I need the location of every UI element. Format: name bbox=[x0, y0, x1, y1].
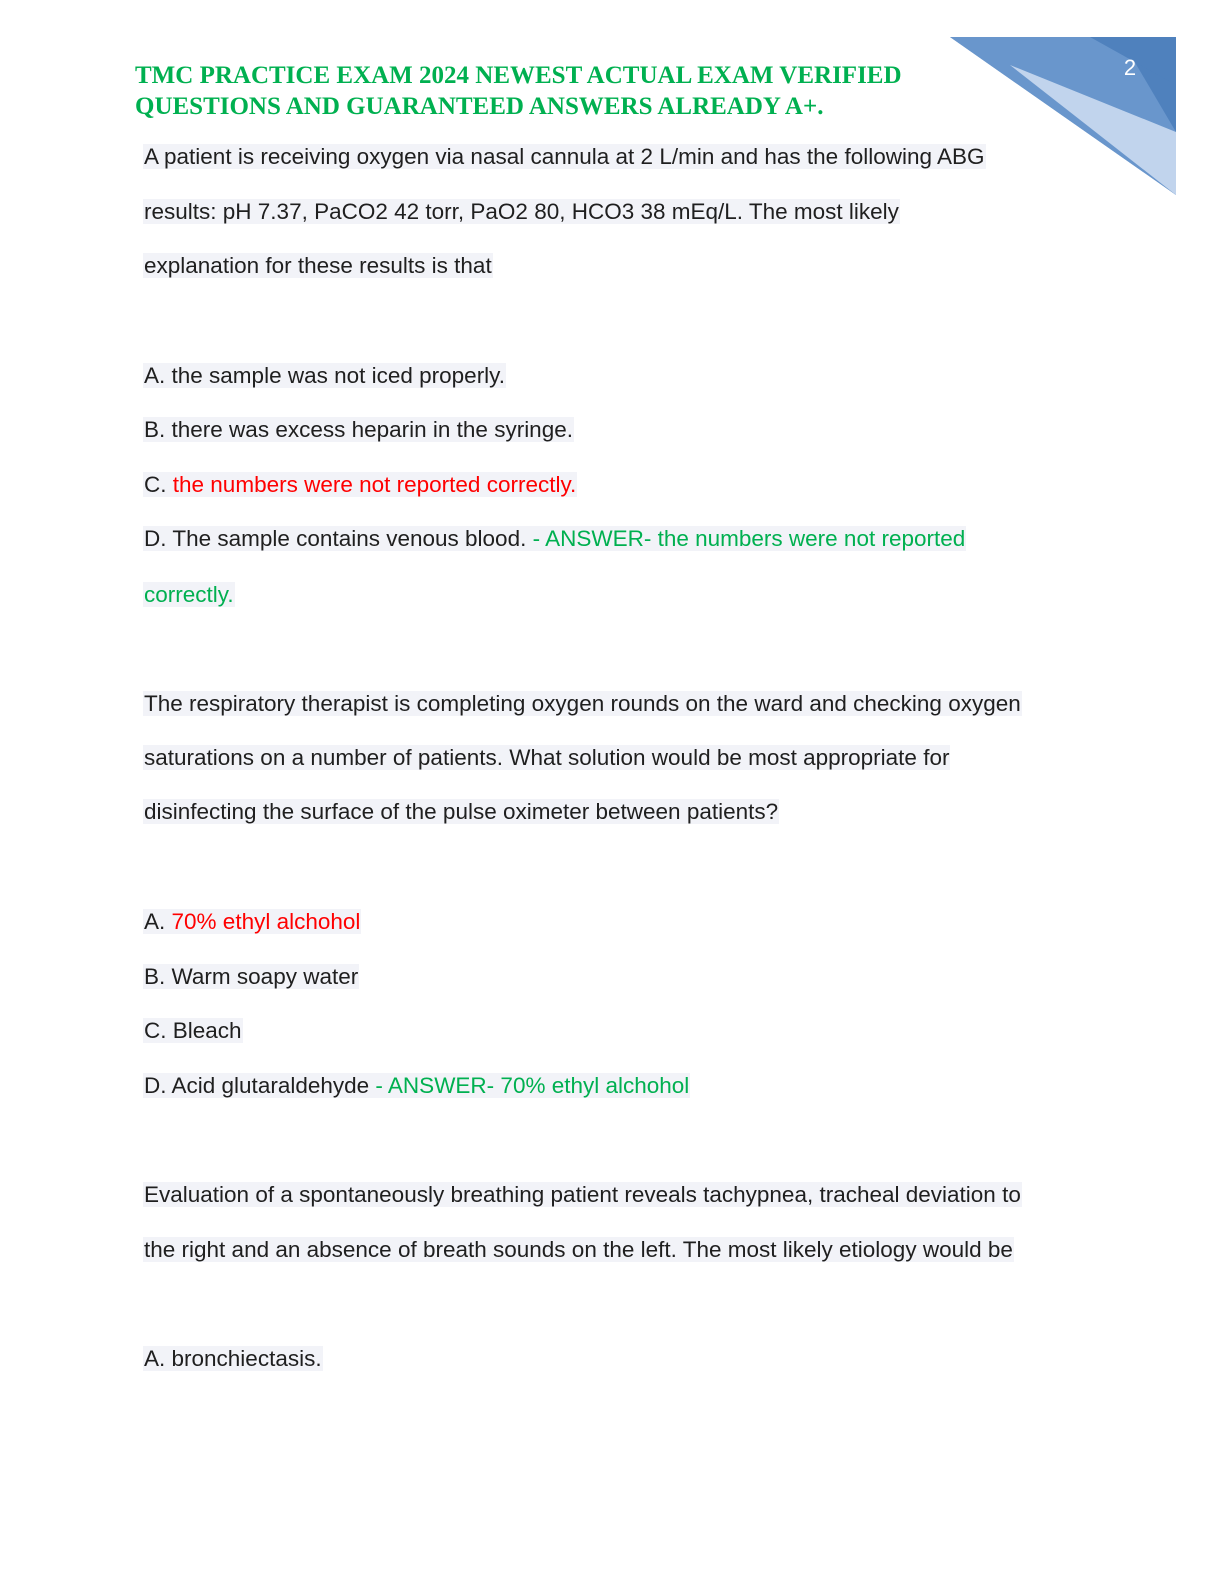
option-c bbox=[143, 470, 577, 500]
option-text: bronchiectasis. bbox=[171, 1346, 322, 1371]
option-text: there was excess heparin in the syringe. bbox=[171, 417, 573, 442]
question-stem-line: results: pH 7.37, PaCO2 42 torr, PaO2 80, HCO3 38 mEq/L. The most likely bbox=[144, 199, 899, 224]
option-d bbox=[143, 524, 966, 554]
option-text: Warm soapy water bbox=[171, 964, 359, 989]
option-prefix: C. bbox=[144, 472, 173, 497]
option-a bbox=[143, 907, 361, 937]
option-text: the sample was not iced properly. bbox=[171, 363, 506, 388]
title-line-1: TMC PRACTICE EXAM 2024 NEWEST ACTUAL EXAM VERIFIED bbox=[135, 62, 902, 89]
question-stem-line: A patient is receiving oxygen via nasal cannula at 2 L/min and has the following ABG bbox=[144, 144, 985, 169]
option-prefix: D. bbox=[144, 1073, 172, 1098]
option-b bbox=[143, 415, 574, 445]
question-stem-line: The respiratory therapist is completing oxygen rounds on the ward and checking oxygen bbox=[144, 691, 1021, 716]
question-stem-line: explanation for these results is that bbox=[144, 253, 492, 278]
document-title bbox=[135, 60, 975, 122]
option-prefix: A. bbox=[144, 909, 172, 934]
option-a bbox=[143, 1344, 323, 1374]
option-text: Acid glutaraldehyde bbox=[171, 1073, 370, 1098]
question-stem-line: the right and an absence of breath sounds on the left. The most likely etiology would be bbox=[144, 1237, 1013, 1262]
option-text: The sample contains venous blood. bbox=[172, 526, 527, 551]
option-prefix: A. bbox=[144, 363, 172, 388]
answer-key: - ANSWER- 70% ethyl alchohol bbox=[375, 1073, 690, 1098]
answer-key: - ANSWER- the numbers were not reported bbox=[532, 526, 966, 551]
option-b bbox=[143, 962, 359, 992]
question-stem-line: disinfecting the surface of the pulse oximeter between patients? bbox=[144, 799, 779, 824]
answer-key-continued: correctly. bbox=[144, 582, 234, 607]
option-d bbox=[143, 1071, 690, 1101]
option-text-correct: 70% ethyl alchohol bbox=[171, 909, 361, 934]
option-prefix: C. bbox=[144, 1018, 173, 1043]
option-prefix: D. bbox=[144, 526, 173, 551]
option-prefix: B. bbox=[144, 417, 172, 442]
question-stem-line: saturations on a number of patients. What solution would be most appropriate for bbox=[144, 745, 950, 770]
option-text-correct: the numbers were not reported correctly. bbox=[172, 472, 577, 497]
option-text: Bleach bbox=[172, 1018, 242, 1043]
option-a bbox=[143, 361, 506, 391]
question-stem-line: Evaluation of a spontaneously breathing patient reveals tachypnea, tracheal deviation to bbox=[144, 1182, 1021, 1207]
title-line-2: QUESTIONS AND GUARANTEED ANSWERS ALREADY A+. bbox=[135, 93, 824, 120]
page-number: 2 bbox=[1123, 55, 1137, 80]
option-prefix: A. bbox=[144, 1346, 172, 1371]
option-c bbox=[143, 1016, 243, 1046]
option-prefix: B. bbox=[144, 964, 172, 989]
